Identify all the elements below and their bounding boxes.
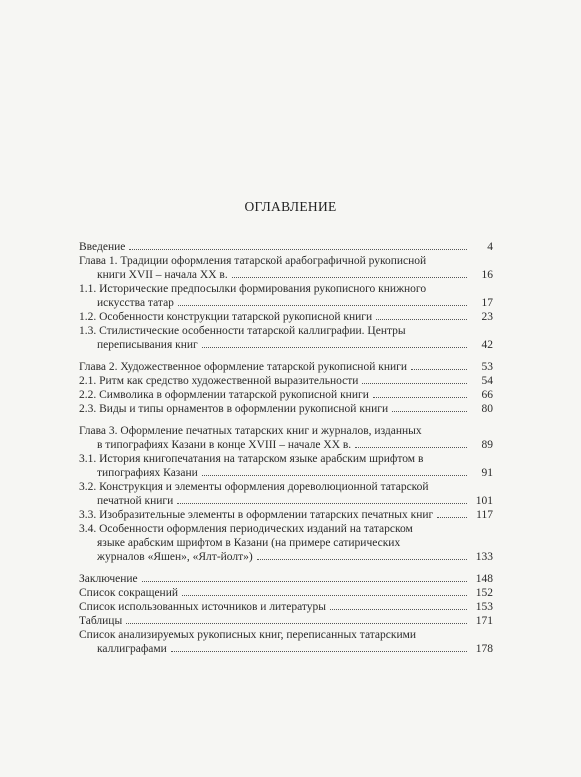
toc-entry (79, 282, 493, 310)
dot-leader (373, 397, 467, 398)
toc-page-number: 101 (475, 495, 493, 507)
toc-page-number: 80 (481, 403, 493, 415)
toc-entry-text: 1.1. Исторические предпосылки формирования рукописного книжного (79, 283, 427, 295)
dot-leader (376, 319, 467, 320)
toc-entry-text: искусства татар (97, 297, 174, 309)
toc-entry (79, 480, 493, 508)
dot-leader (411, 369, 467, 370)
dot-leader (392, 411, 467, 412)
toc-page-number: 91 (481, 467, 493, 479)
toc-entry (79, 360, 493, 374)
toc-entry (79, 240, 493, 254)
dot-leader (142, 581, 467, 582)
toc-entry-text: Глава 3. Оформление печатных татарских книг и журналов, изданных (79, 425, 422, 437)
toc-page-number: 89 (481, 439, 493, 451)
toc-page-number: 148 (475, 573, 493, 585)
page-title: ОГЛАВЛЕНИЕ (244, 199, 337, 214)
toc-entry-text: в типографиях Казани в конце XVIII – начале XX в. (97, 439, 352, 451)
toc-entry-text: книги XVII – начала XX в. (97, 269, 228, 281)
toc-entry (79, 600, 493, 614)
toc-entry (79, 522, 493, 564)
dot-leader (177, 503, 467, 504)
toc-entry (79, 614, 493, 628)
toc-entry (79, 374, 493, 388)
dot-leader (330, 609, 467, 610)
toc-page-number: 54 (481, 375, 493, 387)
toc-page-number: 42 (481, 339, 493, 351)
toc-entry (79, 508, 493, 522)
toc-entry-text: переписывания книг (97, 339, 198, 351)
toc-page-number: 53 (481, 361, 493, 373)
toc-page-number: 23 (481, 311, 493, 323)
toc-entry-text: печатной книги (97, 495, 174, 507)
dot-leader (232, 277, 467, 278)
toc-entry-text: Список использованных источников и литературы (79, 601, 327, 613)
toc-entry-text: каллиграфами (97, 643, 167, 655)
toc-entry-text: Таблицы (79, 615, 123, 627)
toc-page-number: 117 (476, 509, 493, 521)
toc-page-number: 171 (475, 615, 493, 627)
table-of-contents (79, 240, 493, 656)
toc-page-number: 133 (475, 551, 493, 563)
toc-page-number: 4 (487, 241, 493, 253)
dot-leader (182, 595, 467, 596)
toc-page-number: 178 (475, 643, 493, 655)
toc-entry-text: Заключение (79, 573, 138, 585)
dot-leader (257, 559, 467, 560)
toc-entry (79, 388, 493, 402)
toc-entry-text: языке арабским шрифтом в Казани (на примере сатирических (97, 537, 401, 549)
toc-entry (79, 452, 493, 480)
dot-leader (202, 347, 467, 348)
dot-leader (178, 305, 467, 306)
dot-leader (362, 383, 467, 384)
toc-entry-text: 2.3. Виды и типы орнаментов в оформлении рукописной книги (79, 403, 389, 415)
toc-entry-text: 3.1. История книгопечатания на татарском языке арабским шрифтом в (79, 453, 424, 465)
toc-entry (79, 254, 493, 282)
toc-entry-text: 1.2. Особенности конструкции татарской рукописной книги (79, 311, 373, 323)
toc-page-number: 17 (481, 297, 493, 309)
toc-page-number: 153 (475, 601, 493, 613)
toc-entry-text: 2.2. Символика в оформлении татарской рукописной книги (79, 389, 369, 401)
toc-entry-text: 2.1. Ритм как средство художественной выразительности (79, 375, 359, 387)
toc-entry (79, 572, 493, 586)
toc-entry-text: 1.3. Стилистические особенности татарской каллиграфии. Центры (79, 325, 406, 337)
dot-leader (171, 651, 467, 652)
toc-page-number: 66 (481, 389, 493, 401)
toc-entry-text: 3.3. Изобразительные элементы в оформлении татарских печатных книг (79, 509, 434, 521)
toc-entry-text: Глава 2. Художественное оформление татарской рукописной книги (79, 361, 408, 373)
toc-entry (79, 402, 493, 416)
dot-leader (129, 249, 467, 250)
dot-leader (126, 623, 467, 624)
dot-leader (437, 517, 467, 518)
toc-entry-text: 3.4. Особенности оформления периодических изданий на татарском (79, 523, 413, 535)
toc-entry (79, 310, 493, 324)
toc-entry-text: 3.2. Конструкция и элементы оформления дореволюционной татарской (79, 481, 429, 493)
toc-entry-text: типографиях Казани (97, 467, 198, 479)
toc-entry-text: Список сокращений (79, 587, 179, 599)
toc-entry (79, 628, 493, 656)
toc-entry-text: Список анализируемых рукописных книг, переписанных татарскими (79, 629, 417, 641)
toc-entry-text: журналов «Яшен», «Ялт-йолт») (97, 551, 253, 563)
toc-entry-text: Глава 1. Традиции оформления татарской арабографичной рукописной (79, 255, 427, 267)
toc-page-number: 16 (481, 269, 493, 281)
dot-leader (355, 447, 467, 448)
toc-entry-text: Введение (79, 241, 126, 253)
toc-entry (79, 324, 493, 352)
toc-entry (79, 586, 493, 600)
toc-page-number: 152 (475, 587, 493, 599)
toc-entry (79, 424, 493, 452)
dot-leader (202, 475, 467, 476)
